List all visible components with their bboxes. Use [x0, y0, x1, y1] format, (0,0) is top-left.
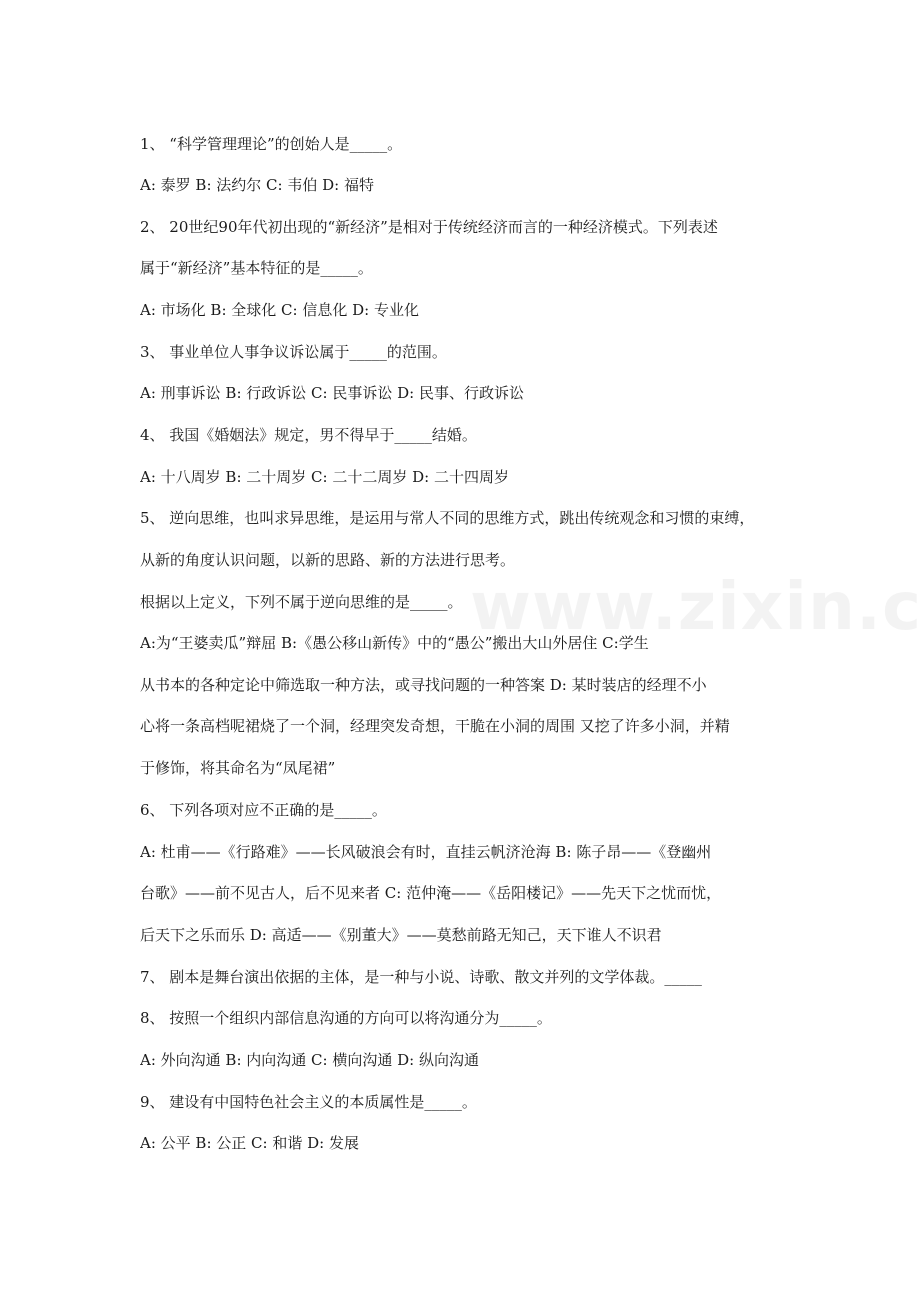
question-1-options: A: 泰罗 B: 法约尔 C: 韦伯 D: 福特 [140, 176, 374, 194]
question-2-line-2: 属于“新经济”基本特征的是_____。 [140, 259, 373, 277]
question-3: 3、 事业单位人事争议诉讼属于_____的范围。 [140, 343, 447, 361]
question-6: 6、 下列各项对应不正确的是_____。 [140, 801, 387, 819]
question-2-options: A: 市场化 B: 全球化 C: 信息化 D: 专业化 [140, 301, 419, 319]
question-5-options-line-1: A:为“王婆卖瓜”辩屈 B:《愚公移山新传》中的“愚公”搬出大山外居住 C:学生 [140, 634, 649, 652]
question-5-line-3: 根据以上定义，下列不属于逆向思维的是_____。 [140, 593, 463, 611]
question-5-options-line-4: 于修饰，将其命名为“凤尾裙” [140, 759, 336, 777]
question-5-line-1: 5、 逆向思维，也叫求异思维，是运用与常人不同的思维方式，跳出传统观念和习惯的束缚， [140, 509, 755, 527]
question-6-options-line-3: 后天下之乐而乐 D: 高适——《别董大》——莫愁前路无知己，天下谁人不识君 [140, 926, 662, 944]
question-8-options: A: 外向沟通 B: 内向沟通 C: 横向沟通 D: 纵向沟通 [140, 1051, 479, 1069]
question-4-options: A: 十八周岁 B: 二十周岁 C: 二十二周岁 D: 二十四周岁 [140, 468, 509, 486]
question-8: 8、 按照一个组织内部信息沟通的方向可以将沟通分为_____。 [140, 1009, 552, 1027]
question-5-options-line-3: 心将一条高档呢裙烧了一个洞，经理突发奇想，干脆在小洞的周围 又挖了许多小洞，并精 [140, 717, 730, 735]
question-3-options: A: 刑事诉讼 B: 行政诉讼 C: 民事诉讼 D: 民事、行政诉讼 [140, 384, 524, 402]
question-2-line-1: 2、 20世纪90年代初出现的“新经济”是相对于传统经济而言的一种经济模式。下列表述 [140, 218, 718, 236]
question-9-options: A: 公平 B: 公正 C: 和谐 D: 发展 [140, 1134, 359, 1152]
question-5-line-2: 从新的角度认识问题，以新的思路、新的方法进行思考。 [140, 551, 516, 569]
question-6-options-line-1: A: 杜甫——《行路难》——长风破浪会有时，直挂云帆济沧海 B: 陈子昂——《登幽州 [140, 843, 712, 861]
question-1: 1、 “科学管理理论”的创始人是_____。 [140, 135, 403, 153]
question-6-options-line-2: 台歌》——前不见古人，后不见来者 C: 范仲淹——《岳阳楼记》——先天下之忧而忧， [140, 884, 722, 902]
question-7: 7、 剧本是舞台演出依据的主体，是一种与小说、诗歌、散文并列的文学体裁。_____ [140, 968, 702, 986]
question-5-options-line-2: 从书本的各种定论中筛选取一种方法，或寻找问题的一种答案 D: 某时装店的经理不小 [140, 676, 707, 694]
question-9: 9、 建设有中国特色社会主义的本质属性是_____。 [140, 1093, 477, 1111]
question-4: 4、 我国《婚姻法》规定，男不得早于_____结婚。 [140, 426, 477, 444]
